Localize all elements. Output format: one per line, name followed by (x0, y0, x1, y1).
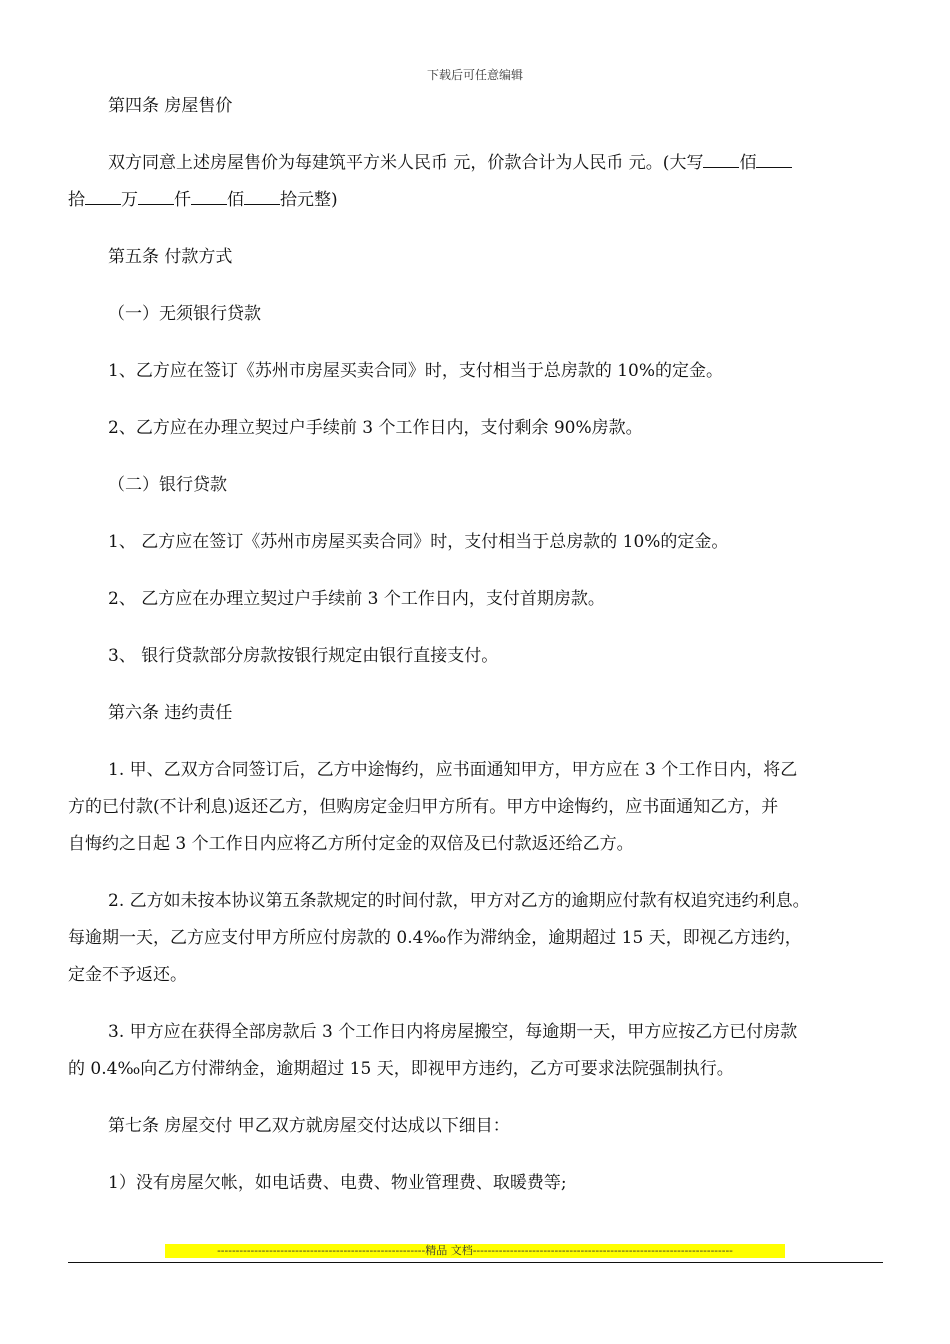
clause-1-line-3: 自悔约之日起 3 个工作日内应将乙方所付定金的双倍及已付款返还给乙方。 (68, 834, 634, 854)
blank-3 (85, 190, 121, 205)
clause-3-line-1: 3. 甲方应在获得全部房款后 3 个工作日内将房屋搬空，每逾期一天，甲方应按乙方已付房款 (108, 1022, 798, 1042)
article-5-sub-1-item-1: 1、乙方应在签订《苏州市房屋买卖合同》时，支付相当于总房款的 10%的定金。 (108, 361, 724, 381)
footer-highlight-band: --------------------------------------------------------精品 文档---------------------------------------------------------------------- (165, 1244, 785, 1258)
clause-1-line-2: 方的已付款(不计利息)返还乙方，但购房定金归甲方所有。甲方中途悔约，应书面通知乙方，并 (68, 797, 779, 817)
document-body (68, 88, 888, 1202)
clause-2-line-1: 2. 乙方如未按本协议第五条款规定的时间付款，甲方对乙方的逾期应付款有权追究违约利息。 (108, 891, 810, 911)
article-4-line-1 (68, 145, 888, 182)
article-4-paragraph (68, 145, 888, 219)
unit-wan: 万 (121, 190, 138, 210)
article-7-title: 第七条 房屋交付 甲乙双方就房屋交付达成以下细目： (108, 1116, 510, 1136)
article-7-item-1: 1）没有房屋欠帐，如电话费、电费、物业管理费、取暖费等; (108, 1173, 567, 1193)
article-5-sub-2-item-2: 2、 乙方应在办理立契过户手续前 3 个工作日内，支付首期房款。 (108, 589, 605, 609)
unit-shi-yuan-zheng: 拾元整) (280, 190, 338, 210)
article-5-title: 第五条 付款方式 (108, 247, 233, 267)
unit-bai-2: 佰 (227, 190, 244, 210)
clause-1-line-1: 1. 甲、乙双方合同签订后，乙方中途悔约，应书面通知甲方，甲方应在 3 个工作日内，将乙 (108, 760, 798, 780)
blank-4 (138, 190, 174, 205)
article-6-clause-3 (68, 1014, 888, 1088)
page-header-note: 下载后可任意编辑 (426, 68, 523, 82)
blank-1 (703, 153, 739, 168)
article-5-sub-2: （二）银行贷款 (108, 475, 227, 495)
unit-shi-1: 拾 (68, 190, 85, 210)
article-5-sub-1: （一）无须银行贷款 (108, 304, 261, 324)
unit-bai-1: 佰 (739, 153, 757, 173)
article-6-clause-1 (68, 752, 888, 863)
article-4-line-2 (68, 182, 888, 219)
article-4-title: 第四条 房屋售价 (108, 96, 233, 116)
unit-qian: 仟 (174, 190, 191, 210)
article-5-sub-2-item-3: 3、 银行贷款部分房款按银行规定由银行直接支付。 (108, 646, 499, 666)
clause-2-line-2: 每逾期一天，乙方应支付甲方所应付房款的 0.4‰作为滞纳金，逾期超过 15 天，即视乙方违约， (68, 928, 802, 948)
article-5-sub-2-item-1: 1、 乙方应在签订《苏州市房屋买卖合同》时，支付相当于总房款的 10%的定金。 (108, 532, 729, 552)
clause-2-line-3: 定金不予返还。 (68, 965, 187, 985)
blank-6 (244, 190, 280, 205)
article-6-title: 第六条 违约责任 (108, 703, 233, 723)
blank-2 (756, 153, 792, 168)
blank-5 (191, 190, 227, 205)
clause-3-line-2: 的 0.4‰向乙方付滞纳金，逾期超过 15 天，即视甲方违约，乙方可要求法院强制执行。 (68, 1059, 734, 1079)
footer-divider (68, 1262, 883, 1263)
price-text: 双方同意上述房屋售价为每建筑平方米人民币 元，价款合计为人民币 元。(大写 (108, 153, 704, 173)
article-6-clause-2 (68, 883, 888, 994)
article-5-sub-1-item-2: 2、乙方应在办理立契过户手续前 3 个工作日内，支付剩余 90%房款。 (108, 418, 643, 438)
